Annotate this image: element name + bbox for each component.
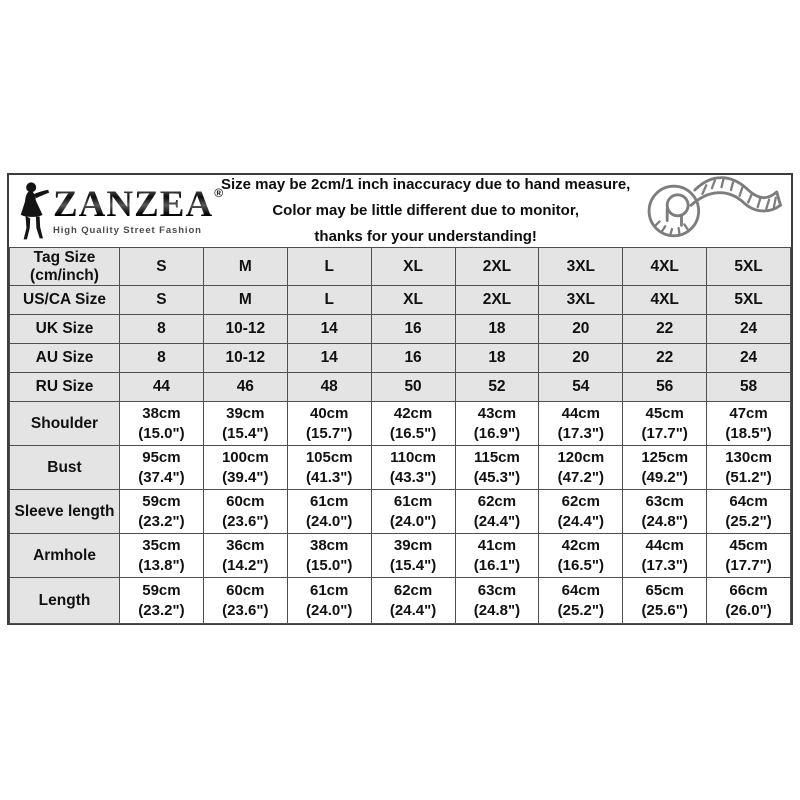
size-cell: 18 — [455, 315, 539, 344]
size-cell: 10-12 — [203, 344, 287, 373]
size-cell: 56 — [623, 373, 707, 402]
size-cell: 3XL — [539, 248, 623, 286]
row-label: Sleeve length — [10, 490, 120, 534]
size-cell: 20 — [539, 315, 623, 344]
measure-cell: 43cm (16.9") — [455, 402, 539, 446]
measure-cell: 36cm (14.2") — [203, 534, 287, 578]
registered-mark-icon: ® — [214, 186, 224, 200]
size-cell: 24 — [707, 315, 791, 344]
measure-cell: 42cm (16.5") — [539, 534, 623, 578]
logo-text — [53, 186, 223, 236]
woman-silhouette-icon — [17, 180, 51, 242]
size-cell: 14 — [287, 315, 371, 344]
notice-text — [221, 172, 630, 250]
size-cell: XL — [371, 286, 455, 315]
table-row — [10, 286, 791, 315]
size-cell: 3XL — [539, 286, 623, 315]
row-label: AU Size — [10, 344, 120, 373]
size-cell: 52 — [455, 373, 539, 402]
size-cell: 10-12 — [203, 315, 287, 344]
measure-cell: 38cm (15.0") — [287, 534, 371, 578]
size-cell: 4XL — [623, 248, 707, 286]
measure-cell: 59cm (23.2") — [120, 490, 204, 534]
brand-tagline: High Quality Street Fashion — [53, 225, 202, 236]
measure-cell: 60cm (23.6") — [203, 490, 287, 534]
notice-line-1: Size may be 2cm/1 inch inaccuracy due to hand measure, — [221, 176, 631, 193]
measure-cell: 125cm (49.2") — [623, 446, 707, 490]
size-cell: 16 — [371, 344, 455, 373]
size-cell: 58 — [707, 373, 791, 402]
measure-cell: 47cm (18.5") — [707, 402, 791, 446]
size-cell: L — [287, 248, 371, 286]
measure-cell: 61cm (24.0") — [287, 490, 371, 534]
sheet — [7, 173, 793, 625]
measure-cell: 61cm (24.0") — [287, 578, 371, 624]
measure-cell: 39cm (15.4") — [371, 534, 455, 578]
measure-cell: 61cm (24.0") — [371, 490, 455, 534]
row-label: US/CA Size — [10, 286, 120, 315]
size-cell: 18 — [455, 344, 539, 373]
sheet-header — [9, 175, 791, 247]
size-cell: 46 — [203, 373, 287, 402]
size-cell: 24 — [707, 344, 791, 373]
measure-cell: 44cm (17.3") — [623, 534, 707, 578]
measure-cell: 64cm (25.2") — [539, 578, 623, 624]
measure-cell: 63cm (24.8") — [623, 490, 707, 534]
measure-cell: 120cm (47.2") — [539, 446, 623, 490]
notice-line-3: thanks for your understanding! — [314, 228, 537, 245]
measure-cell: 63cm (24.8") — [455, 578, 539, 624]
row-label: Shoulder — [10, 402, 120, 446]
size-cell: 5XL — [707, 248, 791, 286]
size-cell: M — [203, 248, 287, 286]
table-row — [10, 248, 791, 286]
size-cell: S — [120, 248, 204, 286]
row-label: UK Size — [10, 315, 120, 344]
size-cell: 48 — [287, 373, 371, 402]
measure-cell: 35cm (13.8") — [120, 534, 204, 578]
measure-cell: 95cm (37.4") — [120, 446, 204, 490]
row-label: Armhole — [10, 534, 120, 578]
table-row — [10, 578, 791, 624]
row-label: Length — [10, 578, 120, 624]
measure-cell: 62cm (24.4") — [371, 578, 455, 624]
measure-cell: 66cm (26.0") — [707, 578, 791, 624]
size-cell: XL — [371, 248, 455, 286]
measure-cell: 65cm (25.6") — [623, 578, 707, 624]
measure-cell: 38cm (15.0") — [120, 402, 204, 446]
table-row — [10, 373, 791, 402]
table-row — [10, 490, 791, 534]
size-cell: 14 — [287, 344, 371, 373]
measure-cell: 115cm (45.3") — [455, 446, 539, 490]
measure-cell: 40cm (15.7") — [287, 402, 371, 446]
measure-cell: 130cm (51.2") — [707, 446, 791, 490]
size-cell: 2XL — [455, 286, 539, 315]
size-cell: 4XL — [623, 286, 707, 315]
table-row — [10, 315, 791, 344]
measure-cell: 60cm (23.6") — [203, 578, 287, 624]
size-cell: 8 — [120, 315, 204, 344]
measure-cell: 44cm (17.3") — [539, 402, 623, 446]
measure-cell: 45cm (17.7") — [623, 402, 707, 446]
size-cell: 2XL — [455, 248, 539, 286]
size-cell: 44 — [120, 373, 204, 402]
size-cell: 22 — [623, 344, 707, 373]
row-label: RU Size — [10, 373, 120, 402]
size-cell: S — [120, 286, 204, 315]
measure-cell: 105cm (41.3") — [287, 446, 371, 490]
measure-cell: 45cm (17.7") — [707, 534, 791, 578]
measure-cell: 42cm (16.5") — [371, 402, 455, 446]
size-cell: 8 — [120, 344, 204, 373]
measure-cell: 100cm (39.4") — [203, 446, 287, 490]
row-label: Bust — [10, 446, 120, 490]
measure-cell: 64cm (25.2") — [707, 490, 791, 534]
size-cell: 5XL — [707, 286, 791, 315]
size-cell: 16 — [371, 315, 455, 344]
table-row — [10, 344, 791, 373]
measure-cell: 39cm (15.4") — [203, 402, 287, 446]
brand-name: ZANZEA — [53, 184, 214, 225]
row-label: Tag Size (cm/inch) — [10, 248, 120, 286]
table-row — [10, 534, 791, 578]
measure-cell: 41cm (16.1") — [455, 534, 539, 578]
size-cell: 22 — [623, 315, 707, 344]
measure-cell: 62cm (24.4") — [539, 490, 623, 534]
size-cell: 50 — [371, 373, 455, 402]
brand-logo — [9, 180, 224, 242]
size-cell: 20 — [539, 344, 623, 373]
notice-line-2: Color may be little different due to monitor, — [272, 202, 580, 219]
measuring-tape-icon — [637, 171, 785, 251]
size-table — [9, 247, 791, 624]
measure-cell: 110cm (43.3") — [371, 446, 455, 490]
measure-cell: 59cm (23.2") — [120, 578, 204, 624]
tape-icon-area — [630, 171, 791, 251]
measure-cell: 62cm (24.4") — [455, 490, 539, 534]
table-row — [10, 402, 791, 446]
size-cell: L — [287, 286, 371, 315]
size-cell: 54 — [539, 373, 623, 402]
table-row — [10, 446, 791, 490]
size-cell: M — [203, 286, 287, 315]
